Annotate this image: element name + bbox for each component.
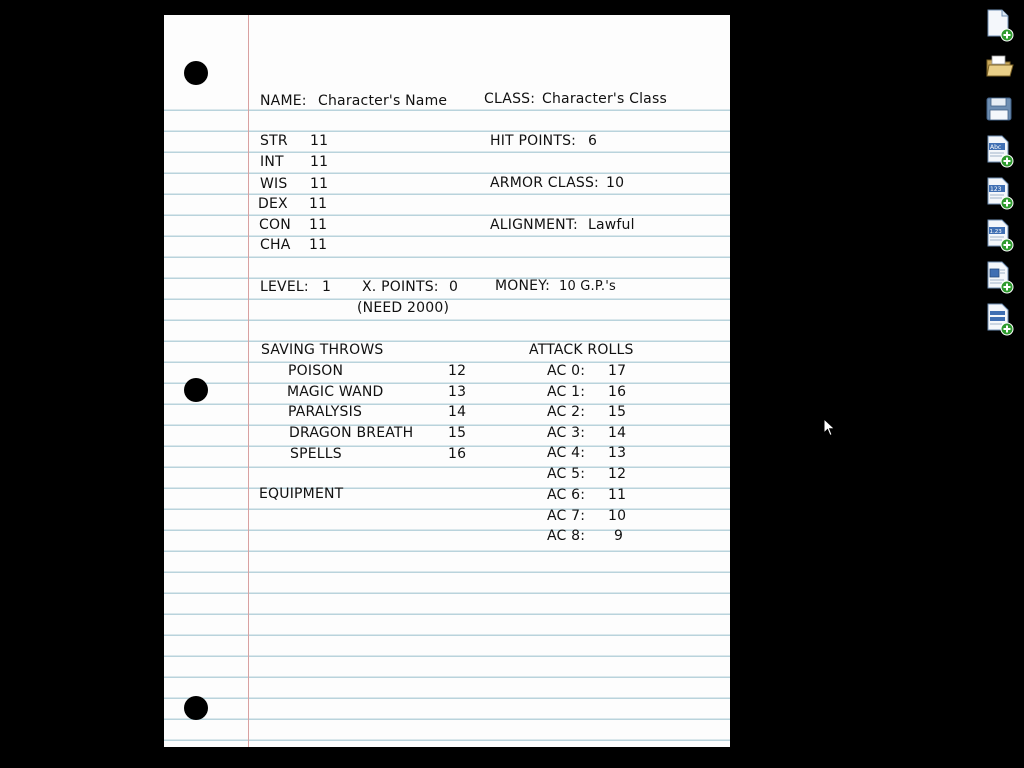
equipment-heading: EQUIPMENT: [259, 486, 344, 502]
attack-roll-label: AC 0:: [547, 363, 586, 379]
add-form-icon: [984, 302, 1014, 336]
add-numbered-list-icon: [984, 218, 1014, 252]
attack-roll-label: AC 1:: [547, 384, 586, 400]
binder-hole-middle: [184, 378, 208, 402]
hit-points-label: HIT POINTS:: [490, 133, 577, 149]
experience-needed-note: (NEED 2000): [357, 300, 450, 316]
armor-class-value[interactable]: 10: [606, 175, 625, 191]
attribute-con-label: CON: [259, 217, 291, 233]
save-disk-icon: [984, 92, 1014, 126]
open-button[interactable]: [984, 50, 1014, 84]
saving-throw-label: SPELLS: [290, 446, 342, 462]
tool-badge: 123: [990, 186, 1002, 193]
attribute-int-label: INT: [260, 154, 284, 170]
add-numbered-list-button[interactable]: [984, 218, 1014, 252]
attribute-dex-label: DEX: [258, 196, 288, 212]
saving-throw-value[interactable]: 14: [448, 404, 467, 420]
new-document-button[interactable]: [984, 8, 1014, 42]
level-value[interactable]: 1: [322, 279, 332, 295]
saving-throw-value[interactable]: 15: [448, 425, 467, 441]
attribute-str-value[interactable]: 11: [310, 133, 329, 149]
attack-roll-label: AC 4:: [547, 445, 586, 461]
level-label: LEVEL:: [260, 279, 309, 295]
attack-roll-value[interactable]: 15: [608, 404, 627, 420]
attack-roll-label: AC 6:: [547, 487, 586, 503]
add-number-icon: [984, 176, 1014, 210]
name-label: NAME:: [260, 93, 307, 109]
add-form-button[interactable]: [984, 302, 1014, 336]
attribute-cha-label: CHA: [260, 237, 291, 253]
money-label: MONEY:: [495, 278, 551, 294]
mouse-cursor-icon: [823, 418, 837, 438]
attack-roll-value[interactable]: 10: [608, 508, 627, 524]
binder-hole-top: [184, 61, 208, 85]
attribute-wis-value[interactable]: 11: [310, 176, 329, 192]
attribute-int-value[interactable]: 11: [310, 154, 329, 170]
add-text-icon: [984, 134, 1014, 168]
attribute-str-label: STR: [260, 133, 288, 149]
armor-class-label: ARMOR CLASS:: [490, 175, 599, 191]
saving-throw-label: MAGIC WAND: [287, 384, 384, 400]
saving-throw-value[interactable]: 12: [448, 363, 467, 379]
experience-points-label: X. POINTS:: [362, 279, 439, 295]
class-label: CLASS:: [484, 91, 536, 107]
saving-throw-label: PARALYSIS: [288, 404, 363, 420]
attribute-cha-value[interactable]: 11: [309, 237, 328, 253]
attack-rolls-heading: ATTACK ROLLS: [529, 342, 634, 358]
add-number-button[interactable]: [984, 176, 1014, 210]
attribute-wis-label: WIS: [260, 176, 288, 192]
binder-hole-bottom: [184, 696, 208, 720]
name-value[interactable]: Character's Name: [318, 93, 448, 109]
red-margin-line: [248, 15, 249, 747]
tool-badge: 1.23: [989, 229, 1002, 235]
class-value[interactable]: Character's Class: [542, 91, 667, 107]
alignment-value[interactable]: Lawful: [588, 217, 635, 233]
attack-roll-label: AC 8:: [547, 528, 586, 544]
saving-throws-heading: SAVING THROWS: [261, 342, 384, 358]
attack-roll-value[interactable]: 16: [608, 384, 627, 400]
alignment-label: ALIGNMENT:: [490, 217, 578, 233]
saving-throw-label: DRAGON BREATH: [289, 425, 414, 441]
new-document-icon: [984, 8, 1014, 42]
attack-roll-value[interactable]: 12: [608, 466, 627, 482]
attack-roll-label: AC 5:: [547, 466, 586, 482]
attack-roll-value[interactable]: 9: [614, 528, 624, 544]
attack-roll-value[interactable]: 11: [608, 487, 627, 503]
hit-points-value[interactable]: 6: [588, 133, 598, 149]
attribute-con-value[interactable]: 11: [309, 217, 328, 233]
character-sheet-page: [164, 15, 730, 747]
add-image-icon: [984, 260, 1014, 294]
tool-badge: Abc: [990, 144, 1002, 151]
saving-throw-label: POISON: [288, 363, 344, 379]
attack-roll-value[interactable]: 17: [608, 363, 627, 379]
attack-roll-value[interactable]: 13: [608, 445, 627, 461]
money-value[interactable]: 10 G.P.'s: [559, 279, 616, 294]
saving-throw-value[interactable]: 13: [448, 384, 467, 400]
add-text-button[interactable]: [984, 134, 1014, 168]
attack-roll-label: AC 3:: [547, 425, 586, 441]
attribute-dex-value[interactable]: 11: [309, 196, 328, 212]
open-folder-icon: [984, 50, 1014, 84]
attack-roll-label: AC 2:: [547, 404, 586, 420]
save-button[interactable]: [984, 92, 1014, 126]
experience-points-value[interactable]: 0: [449, 279, 459, 295]
add-image-button[interactable]: [984, 260, 1014, 294]
attack-roll-label: AC 7:: [547, 508, 586, 524]
saving-throw-value[interactable]: 16: [448, 446, 467, 462]
attack-roll-value[interactable]: 14: [608, 425, 627, 441]
